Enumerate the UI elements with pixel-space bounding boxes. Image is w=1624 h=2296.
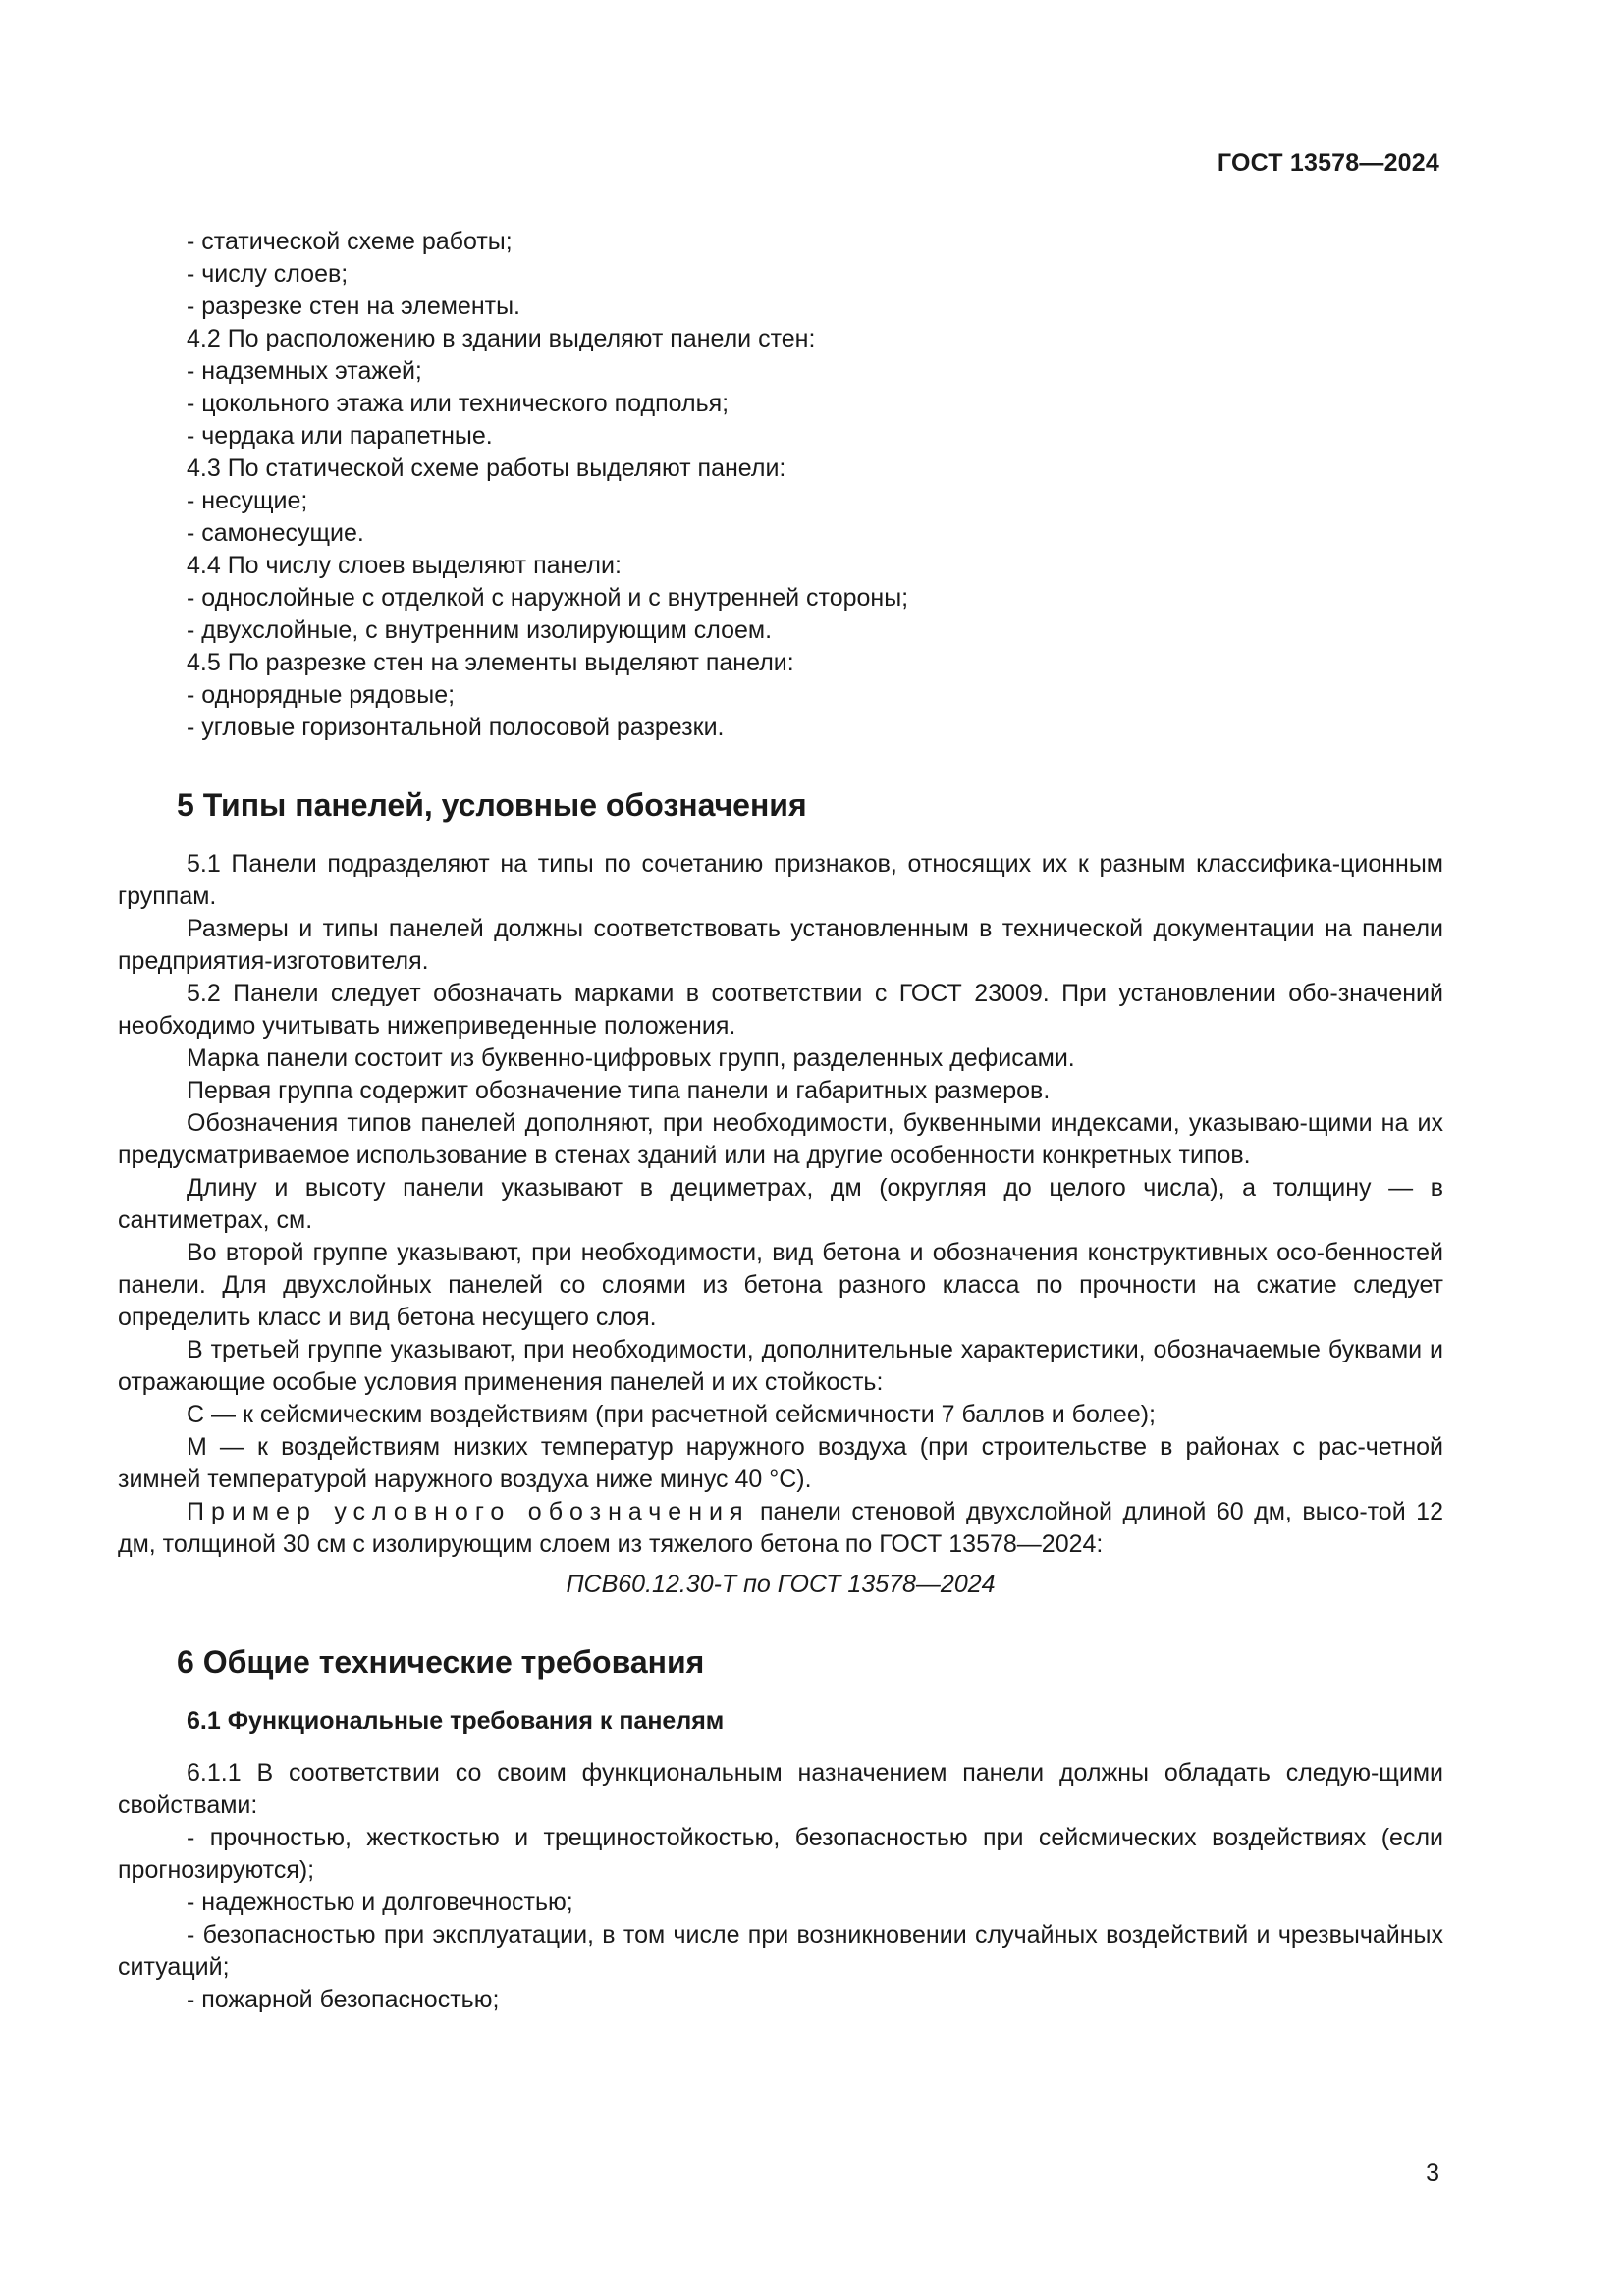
paragraph: 6.1.1 В соответствии со своим функциональным назначением панели должны обладать следую-щими свойствами:: [118, 1759, 1443, 1819]
clause-4-2: 4.2 По расположению в здании выделяют панели стен:: [187, 325, 816, 352]
example-paragraph: [118, 1496, 1443, 1561]
list-item: - несущие;: [187, 487, 308, 514]
list-item: - самонесущие.: [187, 519, 364, 547]
list-item: - надежностью и долговечностью;: [187, 1889, 573, 1916]
paragraph: Марка панели состоит из буквенно-цифровых групп, разделенных дефисами.: [187, 1044, 1075, 1072]
paragraph: 5.2 Панели следует обозначать марками в соответствии с ГОСТ 23009. При установлении обо-значений необходимо учитывать нижеприведенные положения.: [118, 980, 1443, 1040]
paragraph: С — к сейсмическим воздействиям (при расчетной сейсмичности 7 баллов и более);: [187, 1401, 1156, 1428]
paragraph: М — к воздействиям низких температур наружного воздуха (при строительстве в районах с рас-четной зимней температурой наружного воздуха ниже минус 40 °С).: [118, 1433, 1443, 1493]
list-item: - прочностью, жесткостью и трещиностойкостью, безопасностью при сейсмических воздействиях (если прогнозируются);: [118, 1824, 1443, 1884]
list-item: - чердака или парапетные.: [187, 422, 493, 450]
list-item: - угловые горизонтальной полосовой разрезки.: [187, 714, 725, 741]
paragraph: Во второй группе указывают, при необходимости, вид бетона и обозначения конструктивных осо-бенностей панели. Для двухслойных панелей со слоями из бетона разного класса по прочности на сжатие следует определить класс и вид бетона несущего слоя.: [118, 1239, 1443, 1331]
list-item: - однослойные с отделкой с наружной и с внутренней стороны;: [187, 584, 909, 612]
list-item: - однорядные рядовые;: [187, 681, 456, 709]
subsection-6-1-heading: 6.1 Функциональные требования к панелям: [187, 1707, 725, 1735]
section-6-heading: 6 Общие технические требования: [177, 1644, 705, 1680]
list-item: - цокольного этажа или технического подполья;: [187, 390, 730, 417]
clause-4-4: 4.4 По числу слоев выделяют панели:: [187, 552, 622, 579]
page-content: [118, 226, 1443, 2016]
paragraph: Первая группа содержит обозначение типа панели и габаритных размеров.: [187, 1077, 1051, 1104]
clause-4-5: 4.5 По разрезке стен на элементы выделяют панели:: [187, 649, 794, 676]
section-5-heading: 5 Типы панелей, условные обозначения: [177, 787, 807, 823]
paragraph: Длину и высоту панели указывают в дециметрах, дм (округляя до целого числа), а толщину — в сантиметрах, см.: [118, 1174, 1443, 1234]
example-text: панели стеновой двухслойной длиной 60 дм, высо-той 12 дм, толщиной 30 см с изолирующим слоем из тяжелого бетона по ГОСТ 13578—2024:: [118, 1498, 1443, 1558]
example-label: Пример условного обозначения: [187, 1498, 750, 1525]
paragraph: Размеры и типы панелей должны соответствовать установленным в технической документации на панели предприятия-изготовителя.: [118, 915, 1443, 975]
paragraph: 5.1 Панели подразделяют на типы по сочетанию признаков, относящих их к разным классифика-ционным группам.: [118, 850, 1443, 910]
document-number-header: ГОСТ 13578—2024: [1217, 149, 1439, 177]
example-designation: ПСВ60.12.30-Т по ГОСТ 13578—2024: [566, 1571, 996, 1598]
list-item: - разрезке стен на элементы.: [187, 293, 520, 320]
list-item: - числу слоев;: [187, 260, 349, 288]
page-number: 3: [1426, 2160, 1439, 2187]
list-item: - надземных этажей;: [187, 357, 422, 385]
list-item: - безопасностью при эксплуатации, в том числе при возникновении случайных воздействий и чрезвычайных ситуаций;: [118, 1921, 1443, 1981]
paragraph: Обозначения типов панелей дополняют, при необходимости, буквенными индексами, указываю-щими на их предусматриваемое использование в стенах зданий или на другие особенности конкретных типов.: [118, 1109, 1443, 1169]
paragraph: В третьей группе указывают, при необходимости, дополнительные характеристики, обозначаемые буквами и отражающие особые условия применения панелей и их стойкость:: [118, 1336, 1443, 1396]
list-item: - статической схеме работы;: [187, 228, 513, 255]
list-item: - двухслойные, с внутренним изолирующим слоем.: [187, 616, 773, 644]
clause-4-3: 4.3 По статической схеме работы выделяют панели:: [187, 454, 786, 482]
list-item: - пожарной безопасностью;: [187, 1986, 500, 2013]
